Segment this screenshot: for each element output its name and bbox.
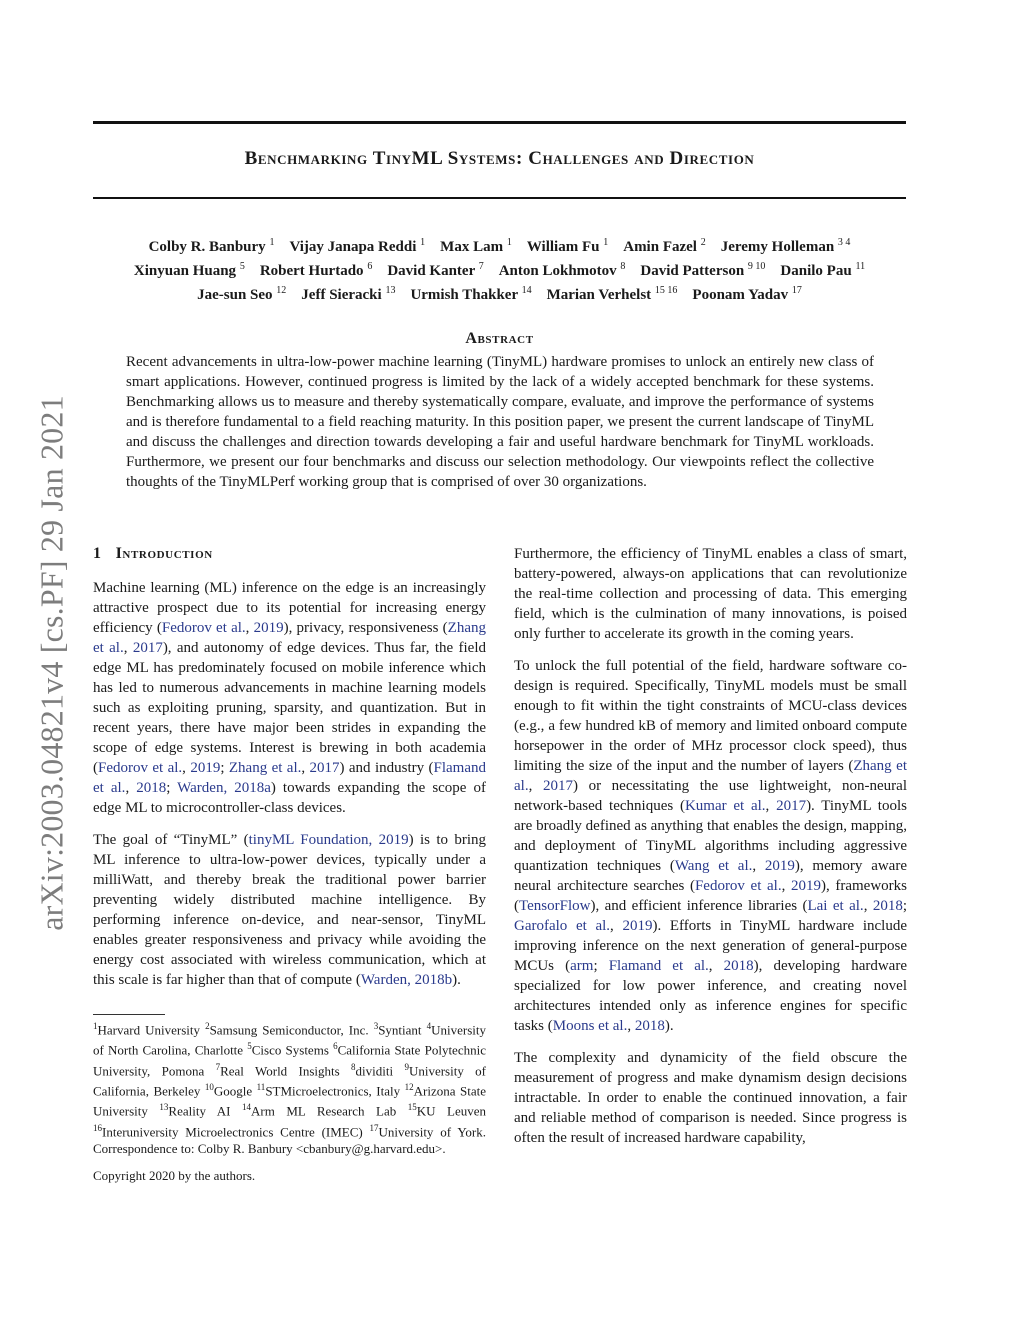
author-affiliation-mark: 14 [521, 285, 532, 296]
footnote-mark: 9 [404, 1061, 409, 1072]
author-name: Max Lam $^1$ [440, 237, 512, 255]
citation-link[interactable]: arm [570, 958, 594, 974]
intro-paragraph-2: The goal of “TinyML” (tinyML Foundation, 2019) is to bring ML inference to ultra-low-power devices, typically under a milliWatt, and thereby break the traditional power barrier preventing widely distributed machine intelligence. By performing inference on-device, and near-sensor, TinyML enables greater responsiveness and privacy while avoiding the energy cost associated with wireless communication, which at this scale is far higher than that of compute (Warden, 2018b). [93, 832, 486, 988]
author-name: Vijay Janapa Reddi $^1$ [289, 237, 426, 255]
citation-link[interactable]: 2017 [542, 778, 573, 794]
footnote-mark: 15 [407, 1102, 417, 1113]
author-affiliation-mark: 3 4 [837, 237, 851, 248]
footnote-mark: 5 [247, 1041, 252, 1052]
copyright-notice: Copyright 2020 by the authors. [93, 1168, 256, 1183]
citation-link[interactable]: 2019 [253, 620, 284, 636]
author-name: Urmish Thakker $^{14}$ [410, 285, 532, 303]
footnote-mark: 8 [351, 1061, 356, 1072]
author-name: Anton Lokhmotov $^8$ [498, 261, 626, 279]
citation-link[interactable]: Zhang et al. [228, 760, 302, 776]
footnote-mark: 7 [215, 1061, 221, 1072]
citation-link[interactable]: Fedorov et al. [161, 620, 246, 636]
right-column [514, 544, 907, 1160]
author-name: William Fu $^1$ [526, 237, 609, 255]
citation-link[interactable]: Fedorov et al. [694, 878, 782, 894]
citation-link[interactable]: Lai et al. [807, 898, 864, 914]
author-list [93, 233, 906, 305]
author-name: Xinyuan Huang $^5$ [133, 261, 245, 279]
intro-paragraph-1: Machine learning (ML) inference on the edge is an increasingly attractive prospect due to its potential for increasing energy efficiency (Fedorov et al., 2019), privacy, responsiveness (Zhang et al., 2017), and autonomy of edge devices. Thus far, the field edge ML has predominately focused on mobile inference which has led to numerous advancements in machine learning models such as exploiting pruning, sparsity, and quantization. But in recent years, there have major been strides in expanding the scope of edge systems. Interest is brewing in both academia (Fedorov et al., 2019; Zhang et al., 2017) and industry (Flamand et al., 2018; Warden, 2018a) towards expanding the scope of edge ML to microcontroller-class devices. [93, 580, 487, 816]
section-heading [93, 544, 486, 564]
intro-paragraph-4: The complexity and dynamicity of the field obscure the measurement of progress and make dynamism design decisions intractable. In order to enable the continued innovation, a fair and reliable method of comparison is needed. Since progress is often the result of increased hardware capability, [514, 1050, 907, 1146]
citation-link[interactable]: 2019 [190, 760, 221, 776]
author-affiliation-mark: 6 [367, 261, 373, 272]
paper-title: Benchmarking TinyML Systems: Challenges and Direction [244, 148, 755, 169]
footnote-mark: 3 [373, 1021, 379, 1031]
author-name: Amin Fazel $^2$ [623, 237, 706, 255]
abstract-heading: Abstract [465, 330, 534, 347]
author-name: David Patterson $^{9 10}$ [640, 261, 766, 279]
citation-link[interactable]: Fedorov et al. [98, 760, 183, 776]
citation-link[interactable]: Kumar et al. [684, 798, 766, 814]
author-affiliation-mark: 11 [855, 261, 866, 272]
author-name: Jae-sun Seo $^{12}$ [197, 285, 287, 303]
title-rule-top [93, 121, 906, 124]
citation-link[interactable]: TensorFlow [519, 898, 591, 914]
author-name: Danilo Pau $^{11}$ [780, 261, 866, 279]
citation-link[interactable]: 2019 [790, 878, 821, 894]
citation-link[interactable]: 2019 [764, 858, 795, 874]
author-affiliation-mark: 1 [269, 237, 275, 248]
citation-link[interactable]: tinyML Foundation, 2019 [248, 832, 409, 848]
footnote-mark: 16 [93, 1122, 102, 1133]
arxiv-identifier: arXiv:2003.04821v4 [cs.PF] 29 Jan 2021 [33, 395, 70, 931]
citation-link[interactable]: Garofalo et al. [514, 918, 611, 934]
author-affiliation-mark: 7 [478, 261, 484, 272]
footnote-mark: 17 [369, 1122, 379, 1133]
affiliation-footnote: $^1$Harvard University $^2$Samsung Semiconductor, Inc. $^3$Syntiant $^4$University of North Carolina, Charlotte $^5$Cisco Systems $^6$California State Polytechnic University, Pomona $^7$Real World Insights $^8$dividiti $^9$University of California, Berkeley $^{10}$Google $^{11}$STMicroelectronics, Italy $^{12}$Arizona State University $^{13}$Reality AI $^{14}$Arm ML Research Lab $^{15}$KU Leuven $^{16}$Interuniversity Microelectronics Centre (IMEC) $^{17}$University of York. Correspondence to: Colby R. Banbury <cbanbury@g.harvard.edu>. [93, 1021, 487, 1156]
abstract-text: Recent advancements in ultra-low-power machine learning (TinyML) hardware promises to unlock an entirely new class of smart applications. However, continued progress is limited by the lack of a widely accepted benchmark for these systems. Benchmarking allows us to measure and thereby systematically compare, evaluate, and improve the performance of systems and is therefore fundamental to a field reaching maturity. In this position paper, we present the current landscape of TinyML and discuss the challenges and direction towards developing a fair and useful hardware benchmark for TinyML workloads. Furthermore, we present our four benchmarks and discuss our selection methodology. Our viewpoints reflect the collective thoughts of the TinyMLPerf working group that is comprised of over 30 organizations. [126, 354, 874, 490]
citation-link[interactable]: 2018 [136, 780, 167, 796]
author-affiliation-mark: 12 [276, 285, 287, 296]
citation-link[interactable]: 2018 [723, 958, 754, 974]
author-affiliation-mark: 1 [420, 237, 426, 248]
author-name: Poonam Yadav $^{17}$ [692, 285, 802, 303]
citation-link[interactable]: Zhang et al. [93, 620, 486, 656]
author-affiliation-mark: 8 [620, 261, 626, 272]
citation-link[interactable]: Wang et al. [674, 858, 753, 874]
citation-link[interactable]: 2017 [132, 640, 163, 656]
author-affiliation-mark: 13 [385, 285, 396, 296]
footnote-mark: 12 [404, 1081, 414, 1092]
citation-link[interactable]: 2017 [776, 798, 807, 814]
author-affiliation-mark: 2 [700, 237, 706, 248]
author-affiliation-mark: 5 [239, 261, 245, 272]
citation-link[interactable]: Flamand et al. [93, 760, 486, 796]
author-name: Jeff Sieracki $^{13}$ [301, 285, 396, 303]
footnote-rule [93, 1014, 165, 1015]
footnote-mark: 6 [333, 1041, 338, 1052]
footnote-mark: 11 [256, 1081, 266, 1092]
footnote-mark: 14 [241, 1102, 251, 1113]
author-name: Jeremy Holleman $^{3 4}$ [720, 237, 851, 255]
section-title: Introduction [115, 545, 213, 562]
author-affiliation-mark: 15 16 [654, 285, 678, 296]
citation-link[interactable]: Warden, 2018a [177, 780, 271, 796]
footnote-mark: 4 [426, 1021, 432, 1031]
citation-link[interactable]: 2018 [634, 1018, 665, 1034]
author-name: Marian Verhelst $^{15 16}$ [546, 285, 678, 303]
section-number: 1 [93, 545, 102, 562]
citation-link[interactable]: Warden, 2018b [360, 972, 453, 988]
citation-link[interactable]: Zhang et al. [514, 758, 907, 794]
citation-link[interactable]: Moons et al. [552, 1018, 628, 1034]
footnote-mark: 13 [159, 1102, 169, 1113]
author-name: David Kanter $^7$ [387, 261, 484, 279]
citation-link[interactable]: 2019 [622, 918, 653, 934]
footnote-mark: 2 [205, 1021, 210, 1031]
citation-link[interactable]: 2018 [872, 898, 903, 914]
citation-link[interactable]: 2017 [309, 760, 340, 776]
citation-link[interactable]: Flamand et al. [608, 958, 709, 974]
footnote-mark: 10 [204, 1081, 214, 1092]
author-affiliation-mark: 9 10 [747, 261, 766, 272]
footnote-mark: 1 [93, 1021, 98, 1031]
author-affiliation-mark: 1 [603, 237, 609, 248]
title-rule-bottom [93, 197, 906, 199]
author-name: Colby R. Banbury $^1$ [148, 237, 275, 255]
intro-paragraph-2-continued: Furthermore, the efficiency of TinyML enables a class of smart, battery-powered, always-on applications that can revolutionize the real-time collection and processing of data. This emerging field, which is the culmination of many innovations, is poised only further to accelerate its growth in the coming years. [514, 546, 907, 642]
intro-paragraph-3: To unlock the full potential of the field, hardware software co-design is required. Specifically, TinyML models must be small enough to fit within the tight constraints of MCU-class devices (e.g., a few hundred kB of memory and limited onboard compute horsepower in the order of MHz processor clock speed), thus limiting the size of the input and the number of layers (Zhang et al., 2017) or necessitating the use lightweight, non-neural network-based techniques (Kumar et al., 2017). TinyML tools are broadly defined as anything that enables the design, mapping, and deployment of TinyML algorithms including aggressive quantization techniques (Wang et al., 2019), memory aware neural architecture searches (Fedorov et al., 2019), frameworks (TensorFlow), and efficient inference libraries (Lai et al., 2018; Garofalo et al., 2019). Efforts in TinyML hardware include improving inference on the next generation of general-purpose MCUs (arm; Flamand et al., 2018), developing hardware specialized for low power inference, and creating novel architectures intended only as inference engines for specific tasks (Moons et al., 2018). [514, 658, 908, 1034]
author-name: Robert Hurtado $^6$ [259, 261, 373, 279]
author-affiliation-mark: 1 [506, 237, 512, 248]
author-affiliation-mark: 17 [791, 285, 802, 296]
left-column [93, 544, 486, 1002]
